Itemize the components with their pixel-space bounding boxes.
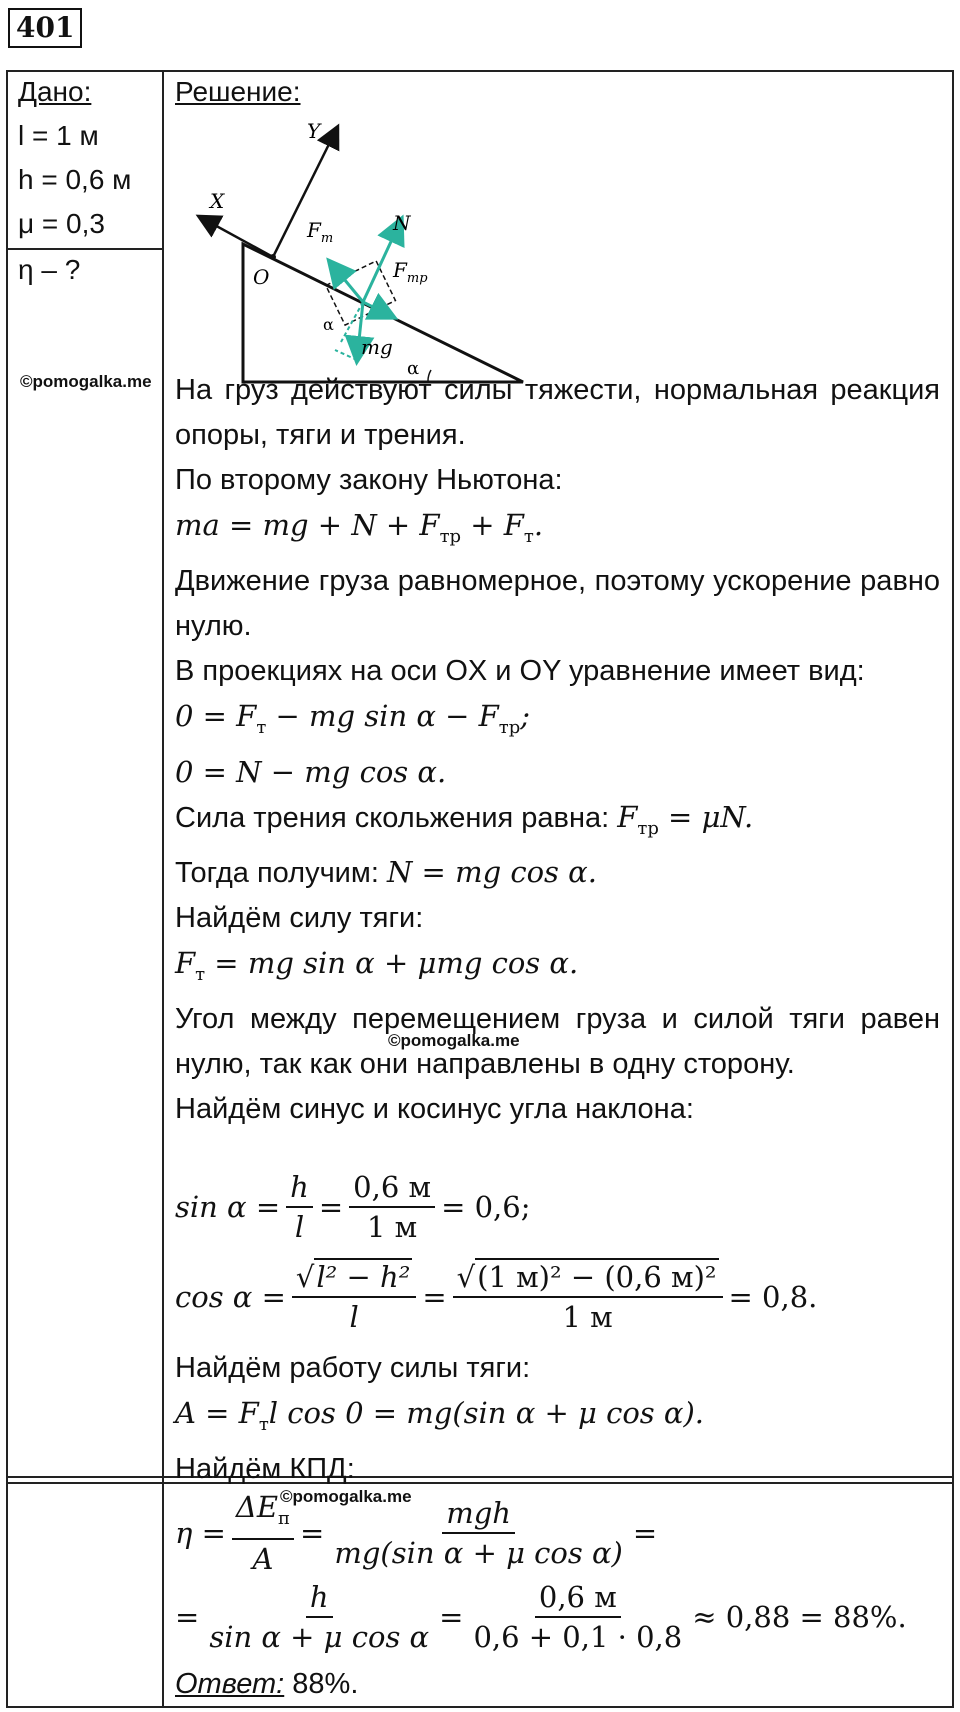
origin-point (270, 254, 276, 260)
normal-label: N (393, 211, 411, 235)
equation-cos: cos α = $\frac{\text{√l² − h²}}{l}$ = $\frac{\text{√(1 м)² − (0,6 м)²}}{1 м}$ = 0,8. (175, 1260, 818, 1334)
friction-label: $F_{тр}$ (393, 258, 428, 286)
given-divider (6, 248, 163, 250)
solution-body (175, 368, 940, 1132)
equation-sin: sin α = $\frac{h}{l}$ = $\frac{0,6 м}{1 м}$ = 0,6; (175, 1170, 531, 1244)
equation-work: $A = F_тl$ cos 0 = mg(sin α + μ cos α). (175, 1396, 704, 1435)
inner-angle-label: α (323, 315, 334, 334)
equation-ox: $0 = F_т$ − mg $\sin \alpha - F_{тр}$; (175, 698, 531, 738)
equation-efficiency-2: = $\frac{h}{\text{sin α + μ cos α}}$ = $\frac{0,6 м}{0,6 + 0,1 \cdot 0,8}$ ≈ 0,88 = 88%. (175, 1580, 907, 1654)
gravity-label: mg (361, 335, 393, 359)
paragraph-work-intro: Найдём работу силы тяги: (175, 1352, 531, 1384)
given-find: η – ? (18, 254, 81, 285)
equation-newton: ma = mg + $N + F_{тр} + F_т$. (175, 508, 544, 547)
solution-header: Решение: (175, 76, 301, 107)
answer-value: 88%. (284, 1668, 359, 1700)
y-axis-label: Y (307, 119, 321, 143)
table-border-top (6, 70, 954, 72)
incline-angle-label: α (407, 358, 420, 379)
table-border-right (952, 70, 954, 1708)
table-border-left (6, 70, 8, 1708)
paragraph-normal: Тогда получим: N = mg cos α. (175, 855, 597, 890)
equation-thrust: $F_т$ = mg sin α + μmg cos α. (175, 946, 579, 986)
watermark-middle: ©pomogalka.me (388, 1031, 520, 1050)
given-height: h = 0,6 м (18, 164, 132, 195)
x-axis-label: X (210, 189, 225, 213)
equation-oy: 0 = N − mg cos α. (175, 754, 447, 789)
paragraph-efficiency-intro: Найдём КПД: (175, 1452, 355, 1485)
watermark: ©pomogalka.me (20, 372, 152, 391)
paragraph-thrust-intro: Найдём силу тяги: (175, 902, 424, 935)
answer (175, 1662, 940, 1707)
answer-label: Ответ: (175, 1668, 285, 1700)
given-friction-coefficient: μ = 0,3 (18, 208, 105, 239)
equation-efficiency-1: η = $\frac{\Delta E_п}{A}$ = $\frac{\text{mgh}}{\text{mg(sin α + μ cos α)}}$ = (175, 1490, 658, 1576)
paragraph-friction: Сила трения скольжения равна: $F_{тр} = \mu N$. (175, 799, 754, 839)
paragraph-sin-cos-intro: Найдём синус и косинус угла наклона: (175, 1093, 694, 1126)
origin-label: O (253, 265, 270, 289)
inclined-plane-figure (185, 112, 545, 392)
given-length: l = 1 м (18, 120, 99, 151)
paragraph-uniform-motion: Движение груза равномерное, поэтому ускорение равно нулю. (175, 564, 940, 642)
thrust-label: $F_т$ (307, 218, 334, 246)
paragraph-angle: Угол между перемещением груза и силой тяги равен нулю, так как они направлены в одну сторону. (175, 1003, 940, 1081)
solution-body-2 (175, 1346, 940, 1492)
gravity-component-2 (335, 350, 357, 360)
table-column-divider (162, 70, 164, 1708)
watermark-bottom: ©pomogalka.me (280, 1487, 412, 1506)
paragraph-forces: На груз действуют силы тяжести, нормальная реакция опоры, тяги и трения. (175, 374, 940, 451)
x-axis (200, 217, 273, 257)
paragraph-projections: В проекциях на оси OX и OY уравнение имеет вид: (175, 654, 865, 687)
task-number: 401 (8, 8, 82, 48)
given-header: Дано: (18, 76, 92, 107)
paragraph-newton-intro: По второму закону Ньютона: (175, 464, 563, 496)
